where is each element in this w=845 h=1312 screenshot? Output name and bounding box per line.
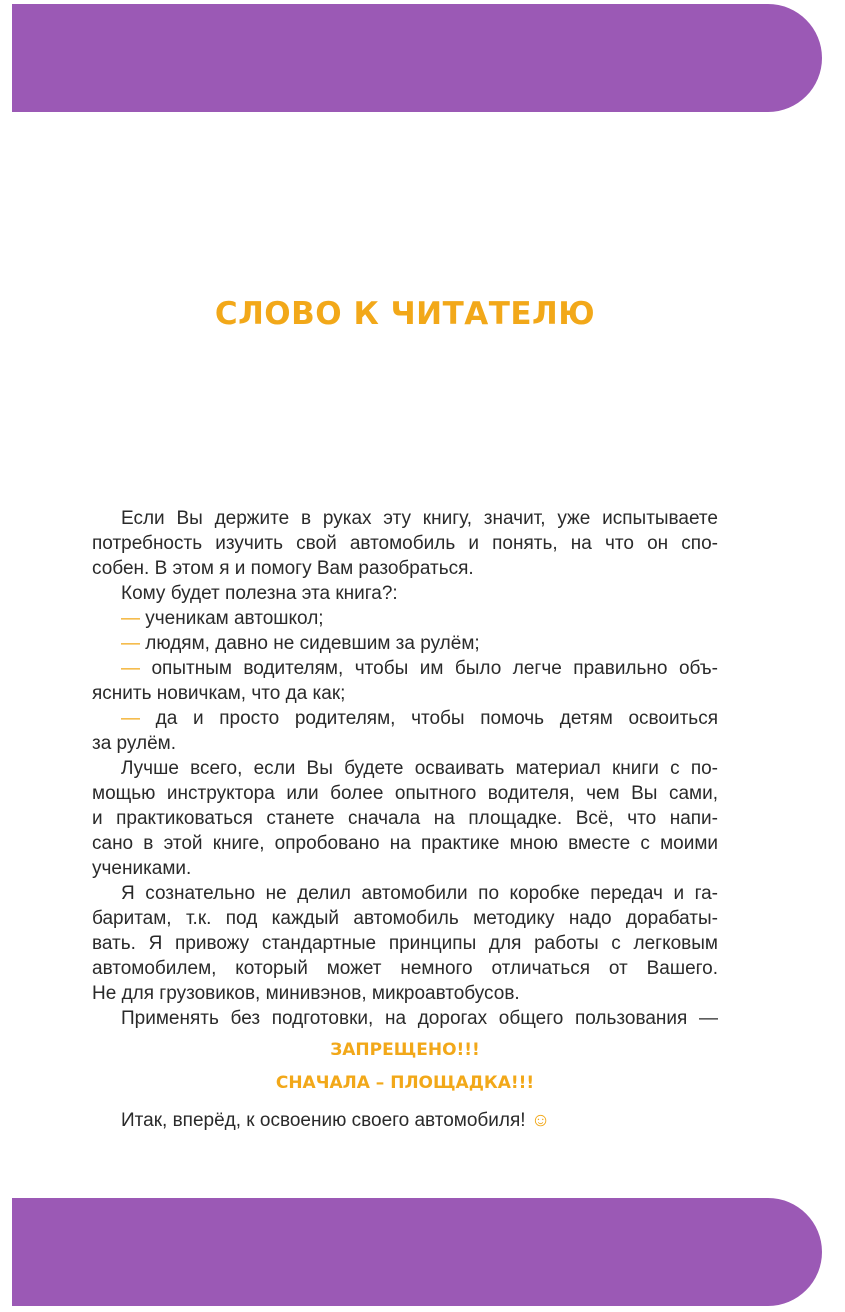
p4-line-3: вать. Я привожу стандартные принципы для работы с легковым <box>92 933 718 954</box>
smiley-icon: ☺ <box>530 1110 551 1131</box>
p3-line-1: Лучше всего, если Вы будете осваивать материал книги с по- <box>121 758 718 779</box>
final-text: Итак, вперёд, к освоению своего автомобиля! <box>121 1110 526 1131</box>
dash-bullet: — <box>121 608 140 629</box>
dash-bullet: — <box>121 708 140 729</box>
p4-line-5: Не для грузовиков, минивэнов, микроавтобусов. <box>92 983 520 1004</box>
list-item-continuation: яснить новичкам, что да как; <box>92 683 346 704</box>
p5-line: Применять без подготовки, на дорогах общего пользования — <box>121 1008 718 1029</box>
list-item-continuation: за рулём. <box>92 733 176 754</box>
p4-line-4: автомобилем, который может немного отличаться от Вашего. <box>92 958 718 979</box>
p1-line-2: потребность изучить свой автомобиль и понять, на что он спо- <box>92 533 718 554</box>
p3-line-5: учениками. <box>92 858 192 879</box>
warning-practice-ground: СНАЧАЛА – ПЛОЩАДКА!!! <box>275 1073 535 1093</box>
list-item-text: опытным водителям, чтобы им было легче правильно объ- <box>151 658 718 679</box>
dash-bullet: — <box>121 633 140 654</box>
warning-forbidden: ЗАПРЕЩЕНО!!! <box>330 1040 480 1060</box>
dash-bullet: — <box>121 658 140 679</box>
list-item <box>92 706 718 731</box>
p4-line-2: баритам, т.к. под каждый автомобиль методику надо дорабаты- <box>92 908 718 929</box>
list-item-text: людям, давно не сидевшим за рулём; <box>145 633 480 654</box>
top-decorative-band <box>12 4 822 112</box>
list-item-text: ученикам автошкол; <box>145 608 324 629</box>
list-item-text: да и просто родителям, чтобы помочь детям освоиться <box>155 708 718 729</box>
list-item <box>92 631 718 656</box>
final-line <box>92 1108 718 1133</box>
page-title: СЛОВО К ЧИТАТЕЛЮ <box>214 296 596 332</box>
bottom-decorative-band <box>12 1198 822 1306</box>
list-item <box>92 606 718 631</box>
p3-line-4: сано в этой книге, опробовано на практике мною вместе с моими <box>92 833 718 854</box>
p2-line: Кому будет полезна эта книга?: <box>121 583 398 604</box>
p4-line-1: Я сознательно не делил автомобили по коробке передач и га- <box>121 883 718 904</box>
p1-line-1: Если Вы держите в руках эту книгу, значит, уже испытываете <box>121 508 718 529</box>
p1-line-3: собен. В этом я и помогу Вам разобраться. <box>92 558 474 579</box>
p3-line-3: и практиковаться станете сначала на площадке. Всё, что напи- <box>92 808 718 829</box>
foreword-body <box>92 506 718 1133</box>
p3-line-2: мощью инструктора или более опытного водителя, чем Вы сами, <box>92 783 718 804</box>
list-item <box>92 656 718 681</box>
